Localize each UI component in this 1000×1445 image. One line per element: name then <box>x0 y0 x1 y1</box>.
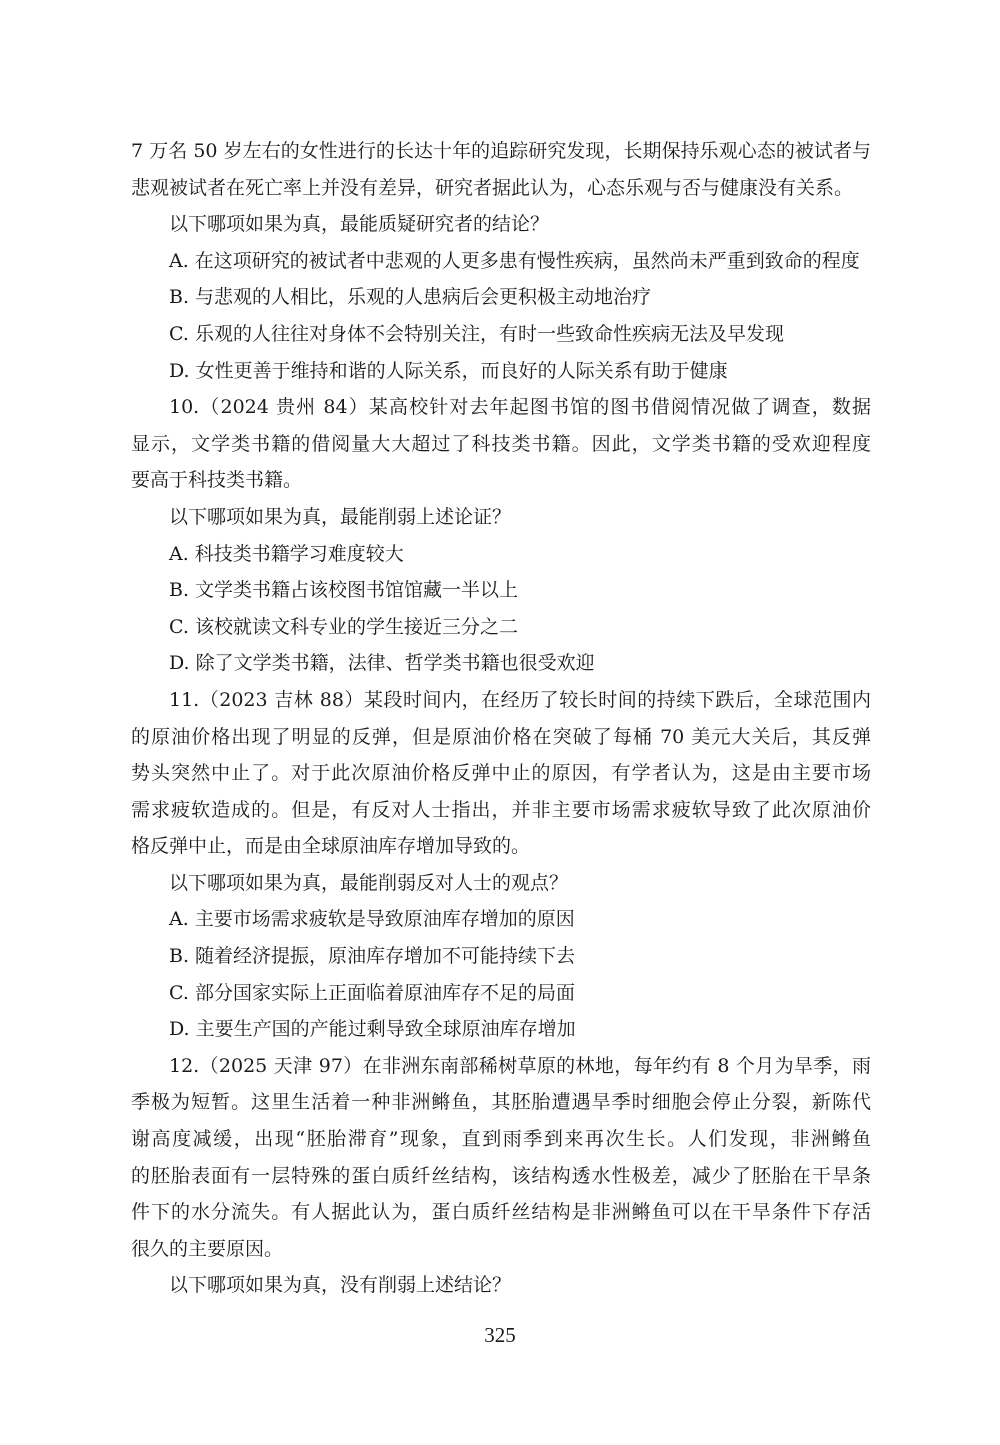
option-b: B. 随着经济提振，原油库存增加不可能持续下去 <box>169 945 576 968</box>
passage-line: 很久的主要原因。 <box>131 1237 284 1260</box>
passage-line: 需求疲软造成的。但是，有反对人士指出，并非主要市场需求疲软导致了此次原油价 <box>131 798 871 821</box>
question-prompt: 以下哪项如果为真，最能削弱反对人士的观点？ <box>169 871 569 894</box>
passage-line: 显示，文学类书籍的借阅量大大超过了科技类书籍。因此，文学类书籍的受欢迎程度 <box>131 432 871 455</box>
option-c: C. 该校就读文科专业的学生接近三分之二 <box>169 615 518 638</box>
option-d: D. 女性更善于维持和谐的人际关系，而良好的人际关系有助于健康 <box>169 359 728 382</box>
page-number: 325 <box>484 1323 516 1347</box>
passage-line: 势头突然中止了。对于此次原油价格反弹中止的原因，有学者认为，这是由主要市场 <box>131 762 871 785</box>
passage-line: 的胚胎表面有一层特殊的蛋白质纤丝结构，该结构透水性极差，减少了胚胎在干旱条 <box>131 1164 871 1187</box>
option-a: A. 主要市场需求疲软是导致原油库存增加的原因 <box>169 908 575 931</box>
passage-line: 件下的水分流失。有人据此认为，蛋白质纤丝结构是非洲鳉鱼可以在干旱条件下存活 <box>131 1201 871 1224</box>
passage-line: 季极为短暂。这里生活着一种非洲鳉鱼，其胚胎遭遇旱季时细胞会停止分裂，新陈代 <box>131 1091 871 1114</box>
intro-passage <box>131 133 871 389</box>
option-c: C. 部分国家实际上正面临着原油库存不足的局面 <box>169 981 575 1004</box>
option-c: C. 乐观的人往往对身体不会特别关注，有时一些致命性疾病无法及早发现 <box>169 322 784 345</box>
option-b: B. 文学类书籍占该校图书馆馆藏一半以上 <box>169 579 519 602</box>
passage-line: 7 万名 50 岁左右的女性进行的长达十年的追踪研究发现，长期保持乐观心态的被试者与 <box>131 140 871 162</box>
passage-line: 格反弹中止，而是由全球原油库存增加导致的。 <box>131 835 531 858</box>
option-a: A. 科技类书籍学习难度较大 <box>169 542 404 565</box>
question-12 <box>131 1048 871 1304</box>
option-b: B. 与悲观的人相比，乐观的人患病后会更积极主动地治疗 <box>169 286 652 309</box>
passage-line: 要高于科技类书籍。 <box>131 469 303 492</box>
page-content <box>131 133 871 1304</box>
passage-line: 10.（2024 贵州 84）某高校针对去年起图书馆的图书借阅情况做了调查，数据 <box>169 396 871 419</box>
passage-line: 悲观被试者在死亡率上并没有差异，研究者据此认为，心态乐观与否与健康没有关系。 <box>131 176 854 199</box>
question-prompt: 以下哪项如果为真，最能质疑研究者的结论？ <box>169 213 550 236</box>
passage-line: 的原油价格出现了明显的反弹，但是原油价格在突破了每桶 70 美元大关后，其反弹 <box>131 725 871 748</box>
question-prompt: 以下哪项如果为真，最能削弱上述论证？ <box>169 505 512 528</box>
option-d: D. 除了文学类书籍，法律、哲学类书籍也很受欢迎 <box>169 652 595 675</box>
question-10 <box>131 389 871 682</box>
question-prompt: 以下哪项如果为真，没有削弱上述结论？ <box>169 1274 512 1297</box>
option-d: D. 主要生产国的产能过剩导致全球原油库存增加 <box>169 1018 576 1041</box>
passage-line: 12.（2025 天津 97）在非洲东南部稀树草原的林地，每年约有 8 个月为旱季，雨 <box>169 1054 871 1077</box>
option-a: A. 在这项研究的被试者中悲观的人更多患有慢性疾病，虽然尚未严重到致命的程度 <box>169 249 860 272</box>
passage-line: 谢高度减缓，出现“胚胎滞育”现象，直到雨季到来再次生长。人们发现，非洲鳉鱼 <box>131 1128 871 1151</box>
question-11 <box>131 682 871 1048</box>
passage-line: 11.（2023 吉林 88）某段时间内，在经历了较长时间的持续下跌后，全球范围内 <box>169 688 871 711</box>
